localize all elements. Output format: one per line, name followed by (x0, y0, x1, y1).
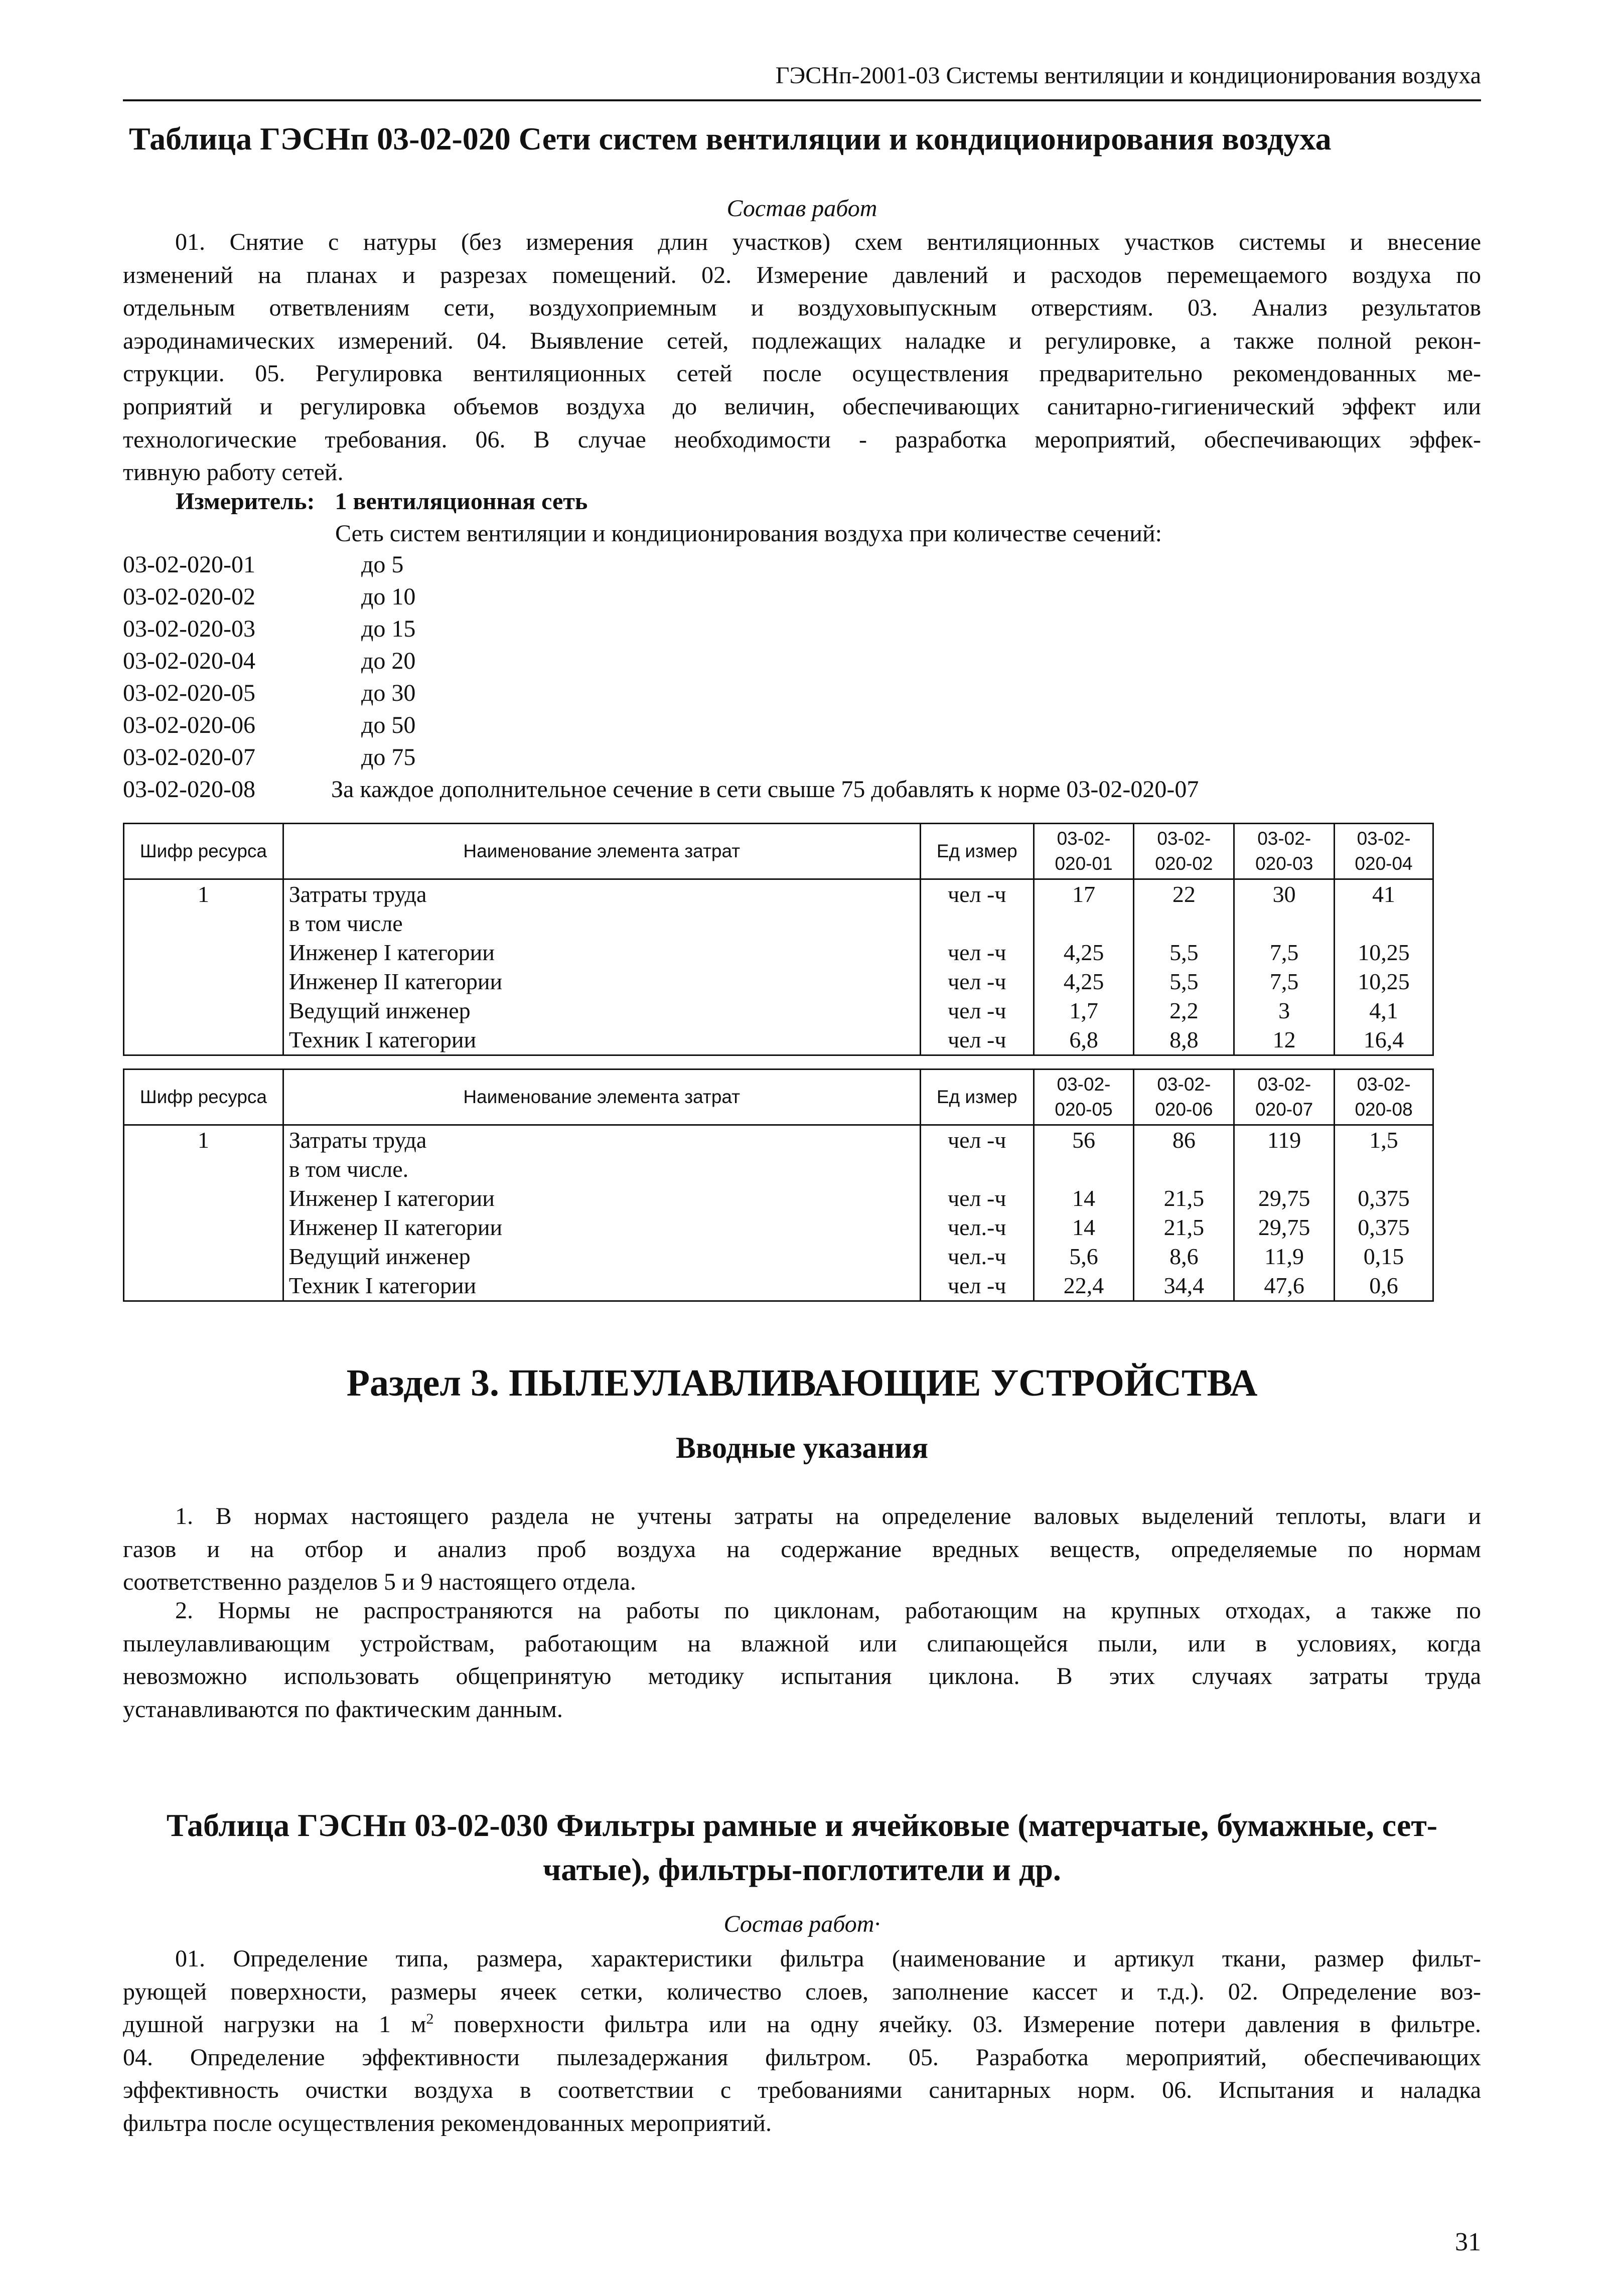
cost-element: Техник I категории (283, 1271, 920, 1301)
work-composition-caption: Состав работ (726, 195, 877, 222)
cost-element: в том числе (283, 909, 920, 938)
section-3-paragraph-1 (123, 1500, 1481, 1599)
table-row (124, 938, 1433, 967)
table-030-title-line: чатые), фильтры-поглотители и др. (543, 1852, 1061, 1887)
value-cell: 12 (1234, 1025, 1335, 1055)
norm-code: 03-02-020-08 (123, 776, 255, 803)
table-020-description (123, 226, 1481, 489)
norm-description: до 30 (361, 680, 416, 706)
col-header-norm: 03-02- 020-03 (1234, 824, 1335, 879)
col-header-resource: Шифр ресурса (124, 1069, 283, 1125)
norm-code: 03-02-020-02 (123, 583, 255, 610)
description-line: струкции. 05. Регулировка вентиляционных сетей после осуществления предварительно рекомендованных ме- (123, 360, 1481, 387)
table-row (124, 1155, 1433, 1184)
table-030-description (123, 1942, 1481, 2140)
value-cell: 2,2 (1134, 996, 1234, 1025)
value-cell: 0,375 (1335, 1213, 1433, 1242)
table-row (124, 1184, 1433, 1213)
norm-code: 03-02-020-06 (123, 712, 255, 738)
description-line: фильтра после осуществления рекомендованных мероприятий. (123, 2109, 772, 2136)
description-line: душной нагрузки на 1 $м^2$ поверхности фильтра или на одну ячейку. 03. Измерение потери давления в фильтре. (123, 2011, 1481, 2038)
value-cell: 34,4 (1134, 1271, 1234, 1301)
value-cell: 21,5 (1134, 1184, 1234, 1213)
value-cell: 21,5 (1134, 1213, 1234, 1242)
value-cell: 5,6 (1034, 1242, 1134, 1271)
value-cell: 10,25 (1335, 938, 1433, 967)
value-cell: 4,1 (1335, 996, 1433, 1025)
header-rule (123, 99, 1481, 101)
description-line: 04. Определение эффективности пылезадержания фильтром. 05. Разработка мероприятий, обеспечивающих (123, 2044, 1481, 2071)
col-header-element: Наименование элемента затрат (283, 1069, 920, 1125)
table-row (124, 1242, 1433, 1271)
value-cell: 29,75 (1234, 1213, 1335, 1242)
value-cell: 16,4 (1335, 1025, 1433, 1055)
norm-description: до 20 (361, 648, 416, 674)
paragraph-line: газов и на отбор и анализ проб воздуха на содержание вредных веществ, определяемые по нормам (123, 1536, 1481, 1563)
norm-description: За каждое дополнительное сечение в сети свыше 75 добавлять к норме 03-02-020-07 (331, 776, 1199, 803)
paragraph-line: 2. Нормы не распространяются на работы по циклонам, работающим на крупных отходах, а также по (175, 1597, 1481, 1624)
description-line: изменений на планах и разрезах помещений. 02. Измерение давлений и расходов перемещаемого воздуха по (123, 261, 1481, 288)
description-line: технологические требования. 06. В случае необходимости - разработка мероприятий, обеспечивающих эффек- (123, 426, 1481, 453)
value-cell: 22,4 (1034, 1271, 1134, 1301)
norm-code: 03-02-020-07 (123, 744, 255, 771)
description-line: 01. Определение типа, размера, характеристики фильтра (наименование и артикул ткани, размер фильт- (175, 1945, 1481, 1972)
norm-code: 03-02-020-01 (123, 551, 255, 578)
resource-code: 1 (124, 1125, 283, 1155)
value-cell: 6,8 (1034, 1025, 1134, 1055)
table-row (124, 967, 1433, 996)
description-line: роприятий и регулировка объемов воздуха до величин, обеспечивающих санитарно-гигиенический эффект или (123, 393, 1481, 420)
value-cell: 0,15 (1335, 1242, 1433, 1271)
paragraph-line: 1. В нормах настоящего раздела не учтены затраты на определение валовых выделений теплоты, влаги и (175, 1503, 1481, 1529)
cost-element: Инженер I категории (283, 938, 920, 967)
norm-description: до 75 (361, 744, 416, 771)
cost-element: Затраты труда (283, 879, 920, 909)
description-line: аэродинамических измерений. 04. Выявление сетей, подлежащих наладке и регулировке, а также полной рекон- (123, 327, 1481, 354)
paragraph-line: невозможно использовать общепринятую методику испытания циклона. В этих случаях затраты труда (123, 1663, 1481, 1690)
col-header-unit: Ед измер (920, 824, 1034, 879)
value-cell: 119 (1234, 1125, 1335, 1155)
resource-table-1 (123, 823, 1434, 1056)
value-cell: 0,6 (1335, 1271, 1433, 1301)
resource-table-2 (123, 1068, 1434, 1302)
value-cell: 5,5 (1134, 967, 1234, 996)
table-row (124, 909, 1433, 938)
value-cell: 86 (1134, 1125, 1234, 1155)
section-3-paragraph-2 (123, 1594, 1481, 1726)
col-header-norm: 03-02- 020-05 (1034, 1069, 1134, 1125)
col-header-norm: 03-02- 020-01 (1034, 824, 1134, 879)
value-cell: 14 (1034, 1184, 1134, 1213)
table-030-title-line: Таблица ГЭСНп 03-02-030 Фильтры рамные и ячейковые (матерчатые, бумажные, сет- (166, 1807, 1438, 1843)
norm-description: до 5 (361, 551, 404, 578)
norm-description: до 50 (361, 712, 416, 738)
value-cell: 47,6 (1234, 1271, 1335, 1301)
description-line: 01. Снятие с натуры (без измерения длин участков) схем вентиляционных участков системы и внесение (175, 229, 1481, 255)
unit-cell: чел -ч (920, 1125, 1034, 1155)
paragraph-line: устанавливаются по фактическим данным. (123, 1696, 563, 1723)
unit-cell: чел.-ч (920, 1213, 1034, 1242)
table-row (124, 1025, 1433, 1055)
col-header-unit: Ед измер (920, 1069, 1034, 1125)
value-cell: 30 (1234, 879, 1335, 909)
table-row (124, 1271, 1433, 1301)
table-header-row (124, 824, 1433, 879)
cost-element: Техник I категории (283, 1025, 920, 1055)
value-cell: 1,5 (1335, 1125, 1433, 1155)
value-cell: 5,5 (1134, 938, 1234, 967)
unit-cell: чел -ч (920, 938, 1034, 967)
section-3-title: Раздел 3. ПЫЛЕУЛАВЛИВАЮЩИЕ УСТРОЙСТВА (346, 1362, 1258, 1404)
cost-element: в том числе. (283, 1155, 920, 1184)
value-cell: 22 (1134, 879, 1234, 909)
meter-label: Измеритель: (176, 488, 315, 515)
cost-element: Инженер II категории (283, 1213, 920, 1242)
col-header-resource: Шифр ресурса (124, 824, 283, 879)
col-header-norm: 03-02- 020-07 (1234, 1069, 1335, 1125)
table-row (124, 1213, 1433, 1242)
description-line: рующей поверхности, размеры ячеек сетки, количество слоев, заполнение кассет и т.д.). 02. Определение воз- (123, 1978, 1481, 2005)
resource-code: 1 (124, 879, 283, 909)
col-header-norm: 03-02- 020-04 (1335, 824, 1433, 879)
col-header-norm: 03-02- 020-08 (1335, 1069, 1433, 1125)
unit-cell: чел -ч (920, 879, 1034, 909)
value-cell: 3 (1234, 996, 1335, 1025)
value-cell: 8,8 (1134, 1025, 1234, 1055)
meter-value: 1 вентиляционная сеть (335, 488, 588, 515)
value-cell: 14 (1034, 1213, 1134, 1242)
norm-code: 03-02-020-03 (123, 616, 255, 642)
value-cell: 56 (1034, 1125, 1134, 1155)
cost-element: Инженер I категории (283, 1184, 920, 1213)
description-line: отдельным ответвлениям сети, воздухоприемным и воздуховыпускным отверстиям. 03. Анализ результатов (123, 294, 1481, 322)
col-header-norm: 03-02- 020-02 (1134, 824, 1234, 879)
norm-description: до 15 (361, 616, 416, 642)
paragraph-line: соответственно разделов 5 и 9 настоящего отдела. (123, 1569, 636, 1596)
norm-code: 03-02-020-05 (123, 680, 255, 706)
unit-cell: чел.-ч (920, 1242, 1034, 1271)
paragraph-line: пылеулавливающим устройствам, работающим на влажной или слипающейся пыли, или в условиях, когда (123, 1630, 1481, 1657)
col-header-element: Наименование элемента затрат (283, 824, 920, 879)
table-030-title (123, 1803, 1481, 1892)
table-header-row (124, 1069, 1433, 1125)
cost-element: Ведущий инженер (283, 1242, 920, 1271)
unit-cell: чел -ч (920, 1271, 1034, 1301)
value-cell: 10,25 (1335, 967, 1433, 996)
value-cell: 29,75 (1234, 1184, 1335, 1213)
value-cell: 17 (1034, 879, 1134, 909)
table-row (124, 1125, 1433, 1155)
table-row (124, 996, 1433, 1025)
unit-cell: чел -ч (920, 996, 1034, 1025)
description-line: эффективность очистки воздуха в соответствии с требованиями санитарных норм. 06. Испытания и наладка (123, 2077, 1481, 2104)
unit-cell: чел -ч (920, 1025, 1034, 1055)
norm-code: 03-02-020-04 (123, 648, 255, 674)
value-cell: 4,25 (1034, 938, 1134, 967)
value-cell: 8,6 (1134, 1242, 1234, 1271)
col-header-norm: 03-02- 020-06 (1134, 1069, 1234, 1125)
value-cell: 0,375 (1335, 1184, 1433, 1213)
table-row (124, 879, 1433, 909)
unit-cell: чел -ч (920, 1184, 1034, 1213)
norm-description: до 10 (361, 583, 416, 610)
work-composition-caption: Состав работ· (723, 1911, 880, 1937)
page-number: 31 (1455, 2228, 1481, 2256)
value-cell: 41 (1335, 879, 1433, 909)
cost-element: Ведущий инженер (283, 996, 920, 1025)
meter-line (176, 488, 587, 515)
value-cell: 4,25 (1034, 967, 1134, 996)
unit-cell: чел -ч (920, 967, 1034, 996)
cost-element: Затраты труда (283, 1125, 920, 1155)
rows-intro: Сеть систем вентиляции и кондиционирования воздуха при количестве сечений: (335, 520, 1162, 547)
cost-element: Инженер II категории (283, 967, 920, 996)
description-line: тивную работу сетей. (123, 459, 344, 486)
section-3-subtitle: Вводные указания (675, 1431, 929, 1464)
running-header: ГЭСНп-2001-03 Системы вентиляции и кондиционирования воздуха (775, 62, 1481, 89)
value-cell: 1,7 (1034, 996, 1134, 1025)
value-cell: 7,5 (1234, 938, 1335, 967)
value-cell: 11,9 (1234, 1242, 1335, 1271)
value-cell: 7,5 (1234, 967, 1335, 996)
table-020-title: Таблица ГЭСНп 03-02-020 Сети систем вентиляции и кондиционирования воздуха (129, 121, 1332, 157)
